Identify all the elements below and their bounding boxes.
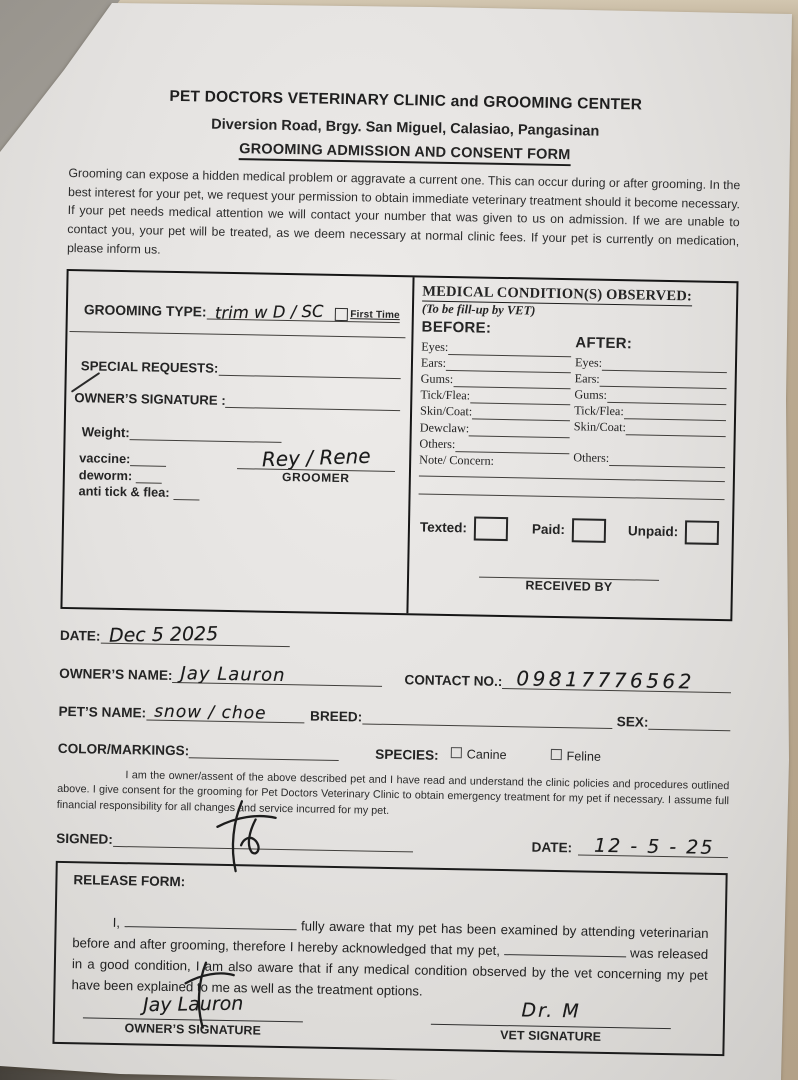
grooming-type-label: GROOMING TYPE: (83, 301, 207, 320)
vet-signature-caption: VET SIGNATURE (500, 1027, 602, 1044)
texted-label: Texted: (419, 519, 468, 536)
signed-blank (113, 827, 413, 852)
breed-label: BREED: (309, 708, 363, 724)
pets-name-label: PET’S NAME: (58, 703, 147, 721)
owner-signature-blank (226, 387, 401, 410)
species-feline-option (550, 746, 601, 765)
after-label: AFTER: (575, 333, 633, 352)
deworm-label: deworm: (78, 466, 133, 483)
signed-label: SIGNED: (56, 830, 113, 847)
first-time-label: First Time (350, 308, 400, 321)
canine-checkbox (451, 747, 462, 758)
vet-signature-block (431, 998, 672, 1045)
paid-label: Paid: (531, 521, 566, 538)
release-body-part1: I, (112, 914, 121, 930)
blank-line (446, 357, 571, 373)
after-fields (573, 354, 727, 468)
after-field-row (575, 370, 727, 389)
vaccine-row (79, 449, 200, 468)
after-field-row (574, 419, 726, 438)
field-label: Eyes: (421, 339, 449, 354)
release-body-part3: was released in a good condition, I am also aware that if any medical condition observed by the vet concerning my pet have been explained to me as well as the treatment options. (71, 945, 709, 999)
contact-no-handwriting: 09817776562 (516, 665, 696, 694)
feline-label: Feline (566, 748, 602, 764)
after-field-row (573, 449, 725, 468)
medical-section (406, 277, 736, 619)
unpaid-label: Unpaid: (627, 523, 679, 540)
signed-date-handwriting: 12 - 5 - 25 (593, 834, 715, 859)
blank-line (600, 373, 727, 389)
received-by-label: RECEIVED BY (525, 577, 613, 594)
vet-signature-handwriting: Dr. M (521, 999, 581, 1023)
release-owner-blank (124, 913, 296, 930)
sex-blank (648, 709, 730, 730)
admission-box (60, 268, 738, 620)
grooming-section (62, 271, 412, 613)
blank-line (609, 452, 725, 468)
groomer-handwriting: Rey / Rene (261, 443, 371, 471)
weight-label: Weight: (81, 423, 130, 440)
medical-title: MEDICAL CONDITION(S) OBSERVED: (422, 283, 693, 304)
before-fields (419, 338, 571, 470)
weight-blank (130, 420, 282, 443)
received-by-block (479, 576, 659, 594)
color-species-row (58, 735, 730, 767)
color-markings-label: COLOR/MARKINGS: (57, 740, 190, 758)
after-field-row (574, 386, 726, 405)
signed-date-blank (578, 835, 728, 858)
owner-signature-row (74, 385, 400, 411)
form-title: GROOMING ADMISSION AND CONSENT FORM (239, 141, 571, 166)
before-field-row (420, 403, 570, 422)
field-label: Ears: (574, 371, 600, 386)
groomer-block (237, 444, 396, 486)
date-label: DATE: (59, 627, 101, 644)
note-line-2 (419, 493, 725, 500)
note-line-1 (419, 475, 725, 482)
blank-line (607, 389, 727, 405)
field-label: Dewclaw: (419, 420, 470, 436)
before-field-row (421, 338, 571, 357)
contact-no-label: CONTACT NO.: (404, 671, 503, 689)
blank-line (472, 406, 570, 422)
field-label: Tick/Flea: (420, 387, 471, 403)
deworm-row (79, 465, 200, 484)
blank-line (448, 341, 571, 357)
pets-name-handwriting: snow / choe (153, 701, 267, 724)
species-label: SPECIES: (375, 746, 439, 763)
clinic-name: PET DOCTORS VETERINARY CLINIC and GROOMING CENTER (169, 87, 643, 114)
anti-tick-flea-blank (173, 485, 199, 500)
first-time-option (335, 307, 400, 321)
owners-name-handwriting: Jay Lauron (180, 662, 286, 686)
owners-name-blank (172, 662, 382, 686)
blank-line (470, 390, 571, 406)
after-field-row (574, 402, 726, 421)
consent-paragraph: I am the owner/assent of the above described pet and I have read and understand the clinic policies and procedures outlined above. I give consent for the grooming for Pet Doctors Veterinary Clinic to obtain emergency treatment for my pet if necessary. I assume full financial responsibility for all changes and service incurred for my pet. (56, 768, 730, 818)
grooming-type-handwriting: trim w D / SC (214, 301, 324, 323)
before-field-row (420, 387, 570, 406)
date-row (60, 622, 290, 646)
feline-checkbox (551, 749, 562, 760)
intro-paragraph: Grooming can expose a hidden medical problem or aggravate a current one. This can occur during or after grooming. In the best interest for your pet, we request your permission to obtain immediate veterinary treatment should it become necessary. If your pet needs medical attention we will contact your number that was given to us on admission. If we are unable to contact you, your pet will be treated, as we deem necessary at normal clinic fees. If your pet is currently on medication, please inform us. (66, 165, 741, 257)
owner-signature-block (83, 991, 304, 1038)
blank-line (626, 422, 726, 438)
blank-line (624, 405, 727, 421)
ruled-line (70, 331, 406, 338)
anti-tick-flea-label: anti tick & flea: (78, 483, 170, 500)
field-label: Others: (419, 436, 456, 451)
pets-name-blank (146, 700, 304, 723)
vaccine-block (78, 449, 200, 501)
vaccine-blank (130, 451, 166, 467)
blank-line (469, 422, 570, 438)
field-label: Ears: (420, 355, 447, 370)
first-time-checkbox (335, 307, 348, 320)
form-content (52, 86, 741, 1056)
owner-contact-row (59, 660, 731, 692)
weight-row (82, 419, 282, 443)
release-form-title: RELEASE FORM: (73, 872, 186, 890)
owner-signature-handwriting: Jay Lauron (142, 992, 244, 1017)
field-label: Gums: (574, 387, 608, 402)
vaccine-label: vaccine: (79, 450, 131, 467)
paid-checkbox (572, 518, 606, 543)
groomer-label: GROOMER (281, 469, 350, 485)
medical-subtitle: (To be fill-up by VET) (421, 301, 536, 318)
special-requests-row (81, 353, 401, 379)
clinic-address: Diversion Road, Brgy. San Miguel, Calasiao, Pangasinan (211, 116, 600, 140)
breed-blank (362, 704, 613, 729)
unpaid-checkbox (685, 520, 719, 545)
blank-line (453, 373, 571, 389)
owner-signature-label: OWNER’S SIGNATURE : (74, 389, 226, 408)
texted-checkbox (474, 516, 508, 541)
deworm-blank (136, 468, 162, 483)
anti-tick-flea-row (78, 482, 199, 501)
pet-row (58, 698, 730, 730)
date-blank (100, 623, 290, 646)
release-body-part2: fully aware that my pet has been examined by attending veterinarian before and after grooming, therefore I hereby acknowledged that my pet, (72, 918, 709, 958)
canine-label: Canine (466, 746, 507, 762)
before-field-row (421, 370, 571, 389)
sex-label: SEX: (616, 713, 649, 730)
blank-line (455, 438, 569, 454)
field-label: Skin/Coat: (573, 419, 627, 435)
date-handwriting: Dec 5 2025 (108, 622, 218, 647)
signed-row (56, 826, 728, 858)
species-canine-option (451, 745, 507, 764)
release-form-box (52, 861, 727, 1056)
field-label: Skin/Coat: (419, 403, 473, 419)
color-markings-blank (189, 738, 339, 761)
before-label: BEFORE: (421, 318, 492, 337)
after-field-row (575, 354, 727, 373)
grooming-type-blank (206, 299, 400, 323)
blank-line (602, 357, 727, 373)
before-field-row (419, 435, 569, 454)
signed-date-label: DATE: (531, 839, 573, 856)
owner-signature-caption: OWNER’S SIGNATURE (124, 1021, 262, 1038)
owners-name-label: OWNER’S NAME: (59, 665, 173, 683)
contact-no-blank (502, 665, 731, 694)
note-concern-label: Note/ Concern: (419, 452, 495, 468)
field-label: Others: (573, 449, 610, 465)
before-field-row (421, 354, 571, 373)
payment-status-row (420, 515, 720, 544)
field-label: Gums: (420, 371, 454, 387)
before-field-row (420, 419, 570, 438)
special-requests-label: SPECIAL REQUESTS: (80, 357, 219, 376)
field-label: Tick/Flea: (574, 403, 624, 419)
form-header (69, 86, 742, 169)
release-pet-blank (504, 941, 626, 957)
special-requests-blank (218, 355, 401, 378)
grooming-type-row (84, 297, 400, 323)
field-label: Eyes: (574, 355, 603, 370)
note-concern-row (419, 451, 569, 470)
